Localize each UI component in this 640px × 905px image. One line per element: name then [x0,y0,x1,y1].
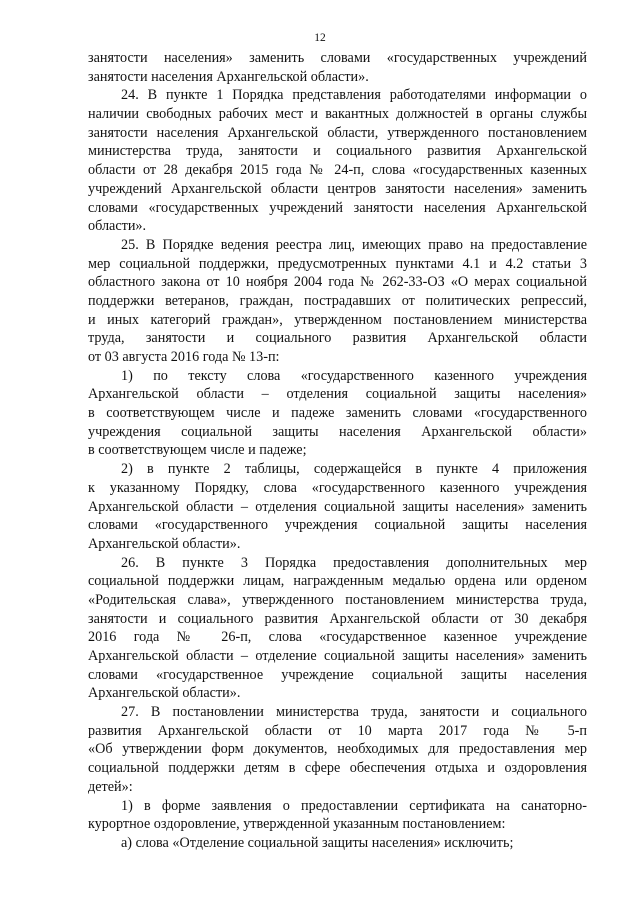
page-number: 12 [314,32,326,44]
text-line: детей»: [88,778,133,795]
document-body [88,49,587,853]
text-line: 25. В Порядке ведения реестра лиц, имеющих право на предоставление [121,236,587,253]
text-line: 2016 года № 26-п, слова «государственное казенное учреждение [88,629,587,646]
text-line: словами «государственных учреждений занятости населения Архангельской [88,199,587,216]
text-line: в соответствующем числе и падеже заменить словами «государственного [88,405,587,422]
text-line: мер социальной поддержки, предусмотренных пунктами 4.1 и 4.2 статьи 3 [88,255,587,272]
text-line: занятости населения Архангельской области». [88,68,369,85]
text-line: 27. В постановлении министерства труда, занятости и социального [121,704,587,721]
text-line: 26. В пункте 3 Порядка предоставления дополнительных мер [121,554,587,571]
text-line: областного закона от 10 ноября 2004 года № 262-33-ОЗ «О мерах социальной [88,274,587,291]
text-line: а) слова «Отделение социальной защиты населения» исключить; [121,834,514,851]
text-line: занятости населения» заменить словами «государственных учреждений [88,50,587,66]
text-line: «Об утверждении форм документов, необходимых для предоставления мер [88,741,587,758]
text-line: Архангельской области». [88,535,241,552]
text-line: занятости населения Архангельской области, утвержденного постановлением [88,124,587,141]
text-line: Архангельской области – отделения социальной защиты населения» [88,386,587,403]
text-line: 2) в пункте 2 таблицы, содержащейся в пункте 4 приложения [121,461,587,478]
text-line: министерства труда, занятости и социального развития Архангельской [88,143,587,160]
text-line: 1) по тексту слова «государственного казенного учреждения [121,367,587,384]
text-line: учреждения социальной защиты населения Архангельской области» [88,423,587,440]
text-line: словами «государственного учреждения социальной защиты населения [88,517,587,534]
text-line: от 03 августа 2016 года № 13-п: [88,349,280,365]
text-line: поддержки ветеранов, граждан, пострадавших от политических репрессий, [88,292,587,309]
text-line: наличии свободных рабочих мест и вакантных должностей в органы службы [88,106,587,123]
text-line: к указанному Порядку, слова «государственного казенного учреждения [88,479,587,496]
text-line: занятости и социального развития Архангельской области от 30 декабря [88,610,587,627]
text-line: учреждений Архангельской области центров занятости населения» заменить [88,180,587,197]
text-line: Архангельской области – отделение социальной защиты населения» заменить [88,648,587,664]
text-line: 24. В пункте 1 Порядка представления работодателями информации о [121,87,587,104]
text-line: труда, занятости и социального развития Архангельской области [88,330,587,347]
text-line: социальной поддержки детям в сфере обеспечения отдыха и оздоровления [88,760,587,777]
text-line: развития Архангельской области от 10 марта 2017 года № 5-п [88,722,587,739]
text-line: курортное оздоровление, утвержденной указанным постановлением: [88,816,506,833]
text-line: 1) в форме заявления о предоставлении сертификата на санаторно- [121,797,587,814]
text-line: социальной поддержки лицам, награжденным медалью ордена или орденом [88,573,587,590]
text-line: области». [88,218,147,235]
text-line: Архангельской области». [88,685,241,702]
text-line: и иных категорий граждан», утвержденном постановлением министерства [88,311,587,328]
text-line: словами «государственное учреждение социальной защиты населения [88,666,587,683]
text-line: «Родительская слава», утвержденного постановлением министерства труда, [88,591,587,608]
text-line: области от 28 декабря 2015 года № 24-п, слова «государственных казенных [88,162,587,179]
text-line: Архангельской области – отделения социальной защиты населения» заменить [88,498,587,515]
text-line: в соответствующем числе и падеже; [88,442,307,459]
